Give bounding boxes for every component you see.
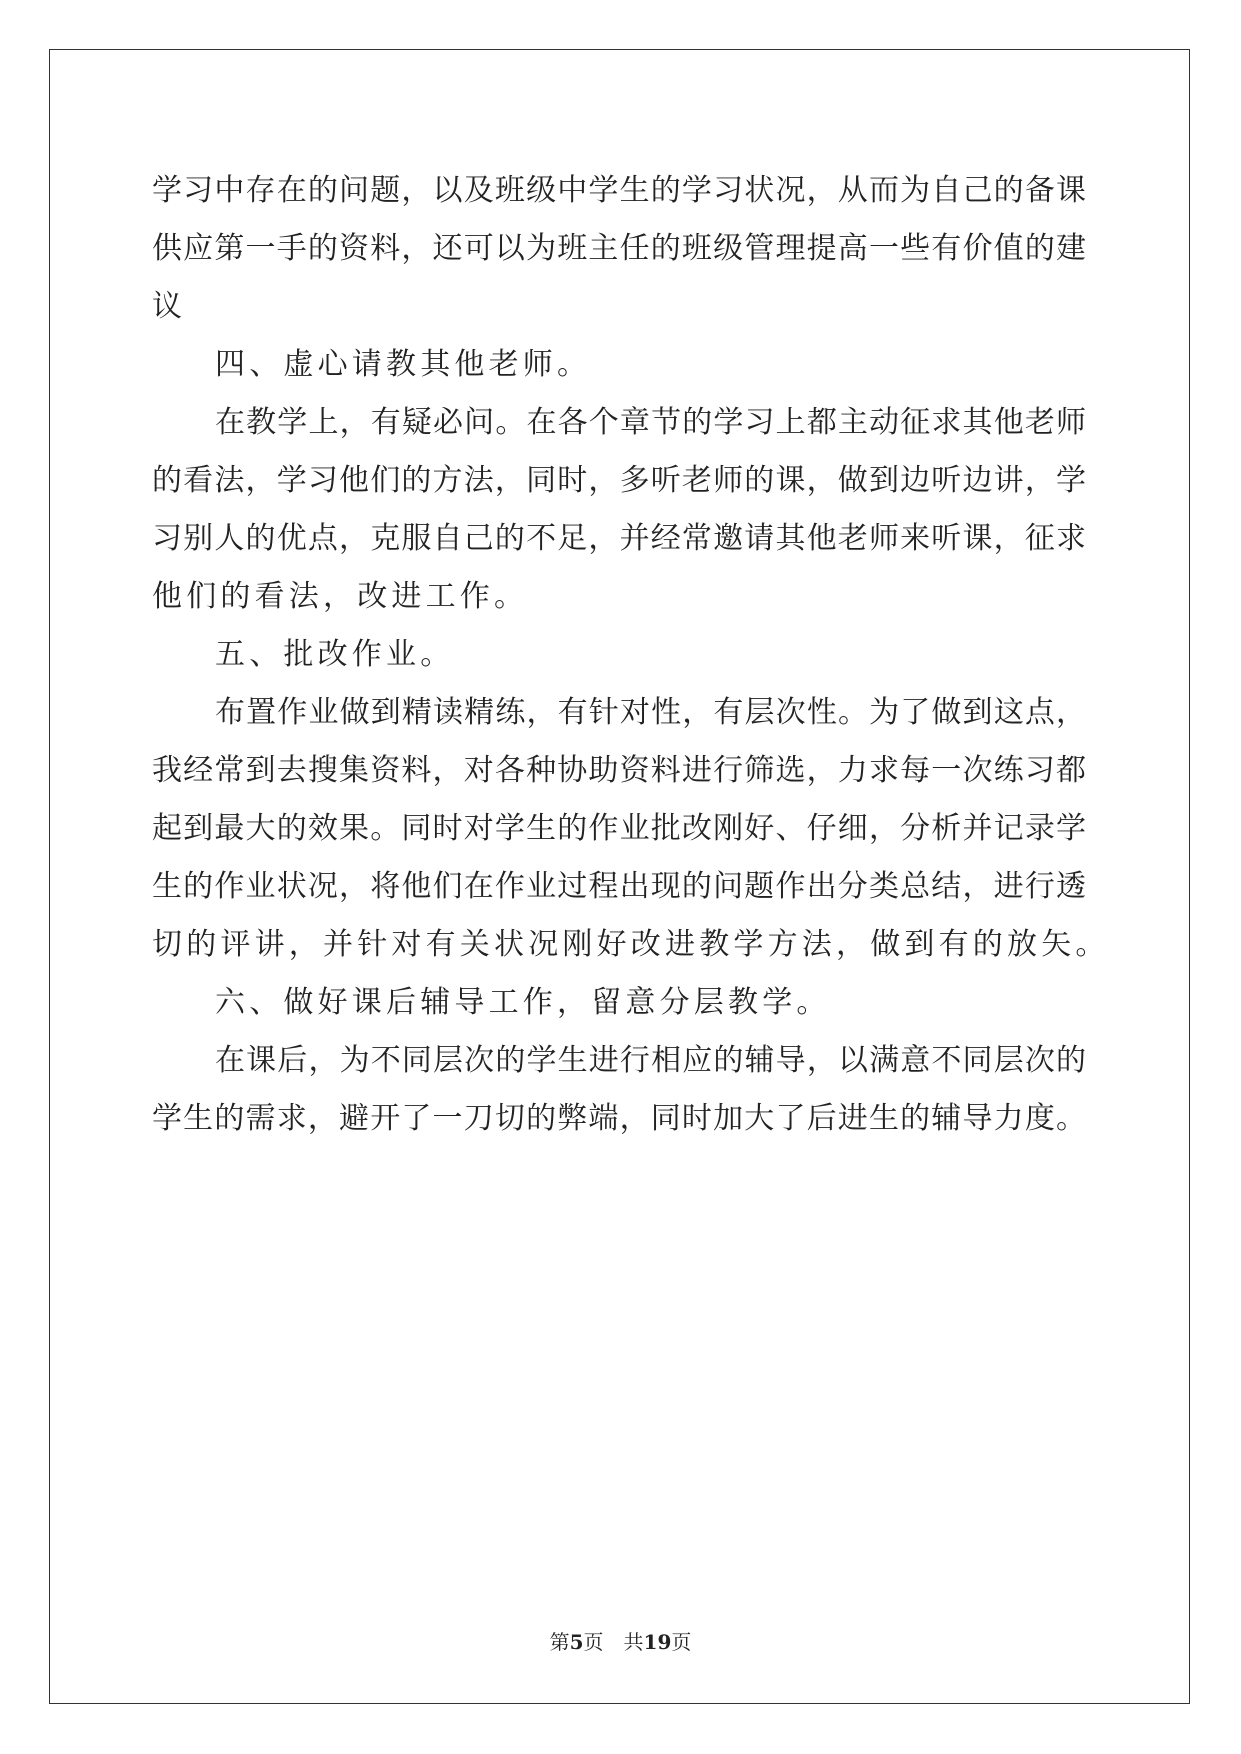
page-number-prefix: 第 [549,1630,570,1654]
body-text-line: 切的评讲，并针对有关状况刚好改进教学方法，做到有的放矢。 [152,927,1110,962]
page-number-current: 5 [569,1630,584,1654]
page-footer [0,1630,1241,1654]
section-heading-4: 四、虚心请教其他老师。 [215,347,592,382]
body-text-line: 学生的需求，避开了一刀切的弊端，同时加大了后进生的辅导力度。 [152,1101,1086,1136]
page-total-suffix: 页 [671,1630,692,1654]
body-text-line: 他们的看法，改进工作。 [152,579,529,614]
body-text-line: 的看法，学习他们的方法，同时，多听老师的课，做到边听边讲，学 [152,463,1086,498]
body-text-line: 习别人的优点，克服自己的不足，并经常邀请其他老师来听课，征求 [152,521,1086,556]
page-total-prefix: 共 [623,1630,644,1654]
body-text-line: 起到最大的效果。同时对学生的作业批改刚好、仔细，分析并记录学 [152,811,1086,846]
section-heading-5: 五、批改作业。 [215,637,455,672]
page-number-suffix: 页 [583,1630,604,1654]
body-text-line: 生的作业状况，将他们在作业过程出现的问题作出分类总结，进行透 [152,869,1086,904]
body-text-line: 学习中存在的问题，以及班级中学生的学习状况，从而为自己的备课 [152,173,1086,208]
body-text-line: 我经常到去搜集资料，对各种协助资料进行筛选，力求每一次练习都 [152,753,1086,788]
section-heading-6: 六、做好课后辅导工作，留意分层教学。 [215,985,831,1020]
page-number-total: 19 [643,1630,672,1654]
body-text-line: 布置作业做到精读精练，有针对性，有层次性。为了做到这点， [215,695,1086,730]
body-text-line: 在课后，为不同层次的学生进行相应的辅导，以满意不同层次的 [215,1043,1086,1078]
body-text-line: 在教学上，有疑必问。在各个章节的学习上都主动征求其他老师 [215,405,1086,440]
body-text-line: 议 [152,289,187,324]
body-text-line: 供应第一手的资料，还可以为班主任的班级管理提高一些有价值的建 [152,231,1086,266]
